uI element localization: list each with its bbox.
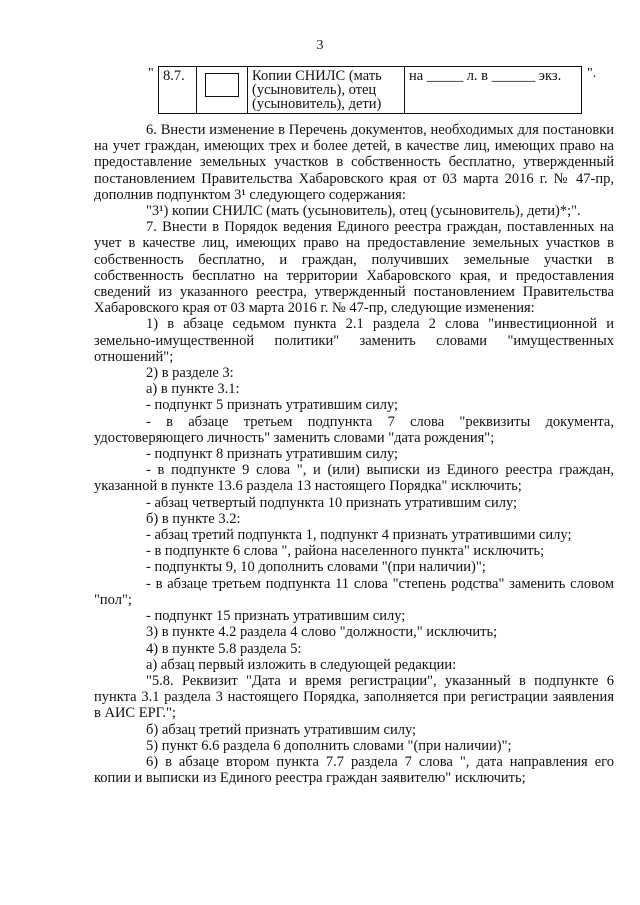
paragraph: - в абзаце третьем подпункта 11 слова "степень родства" заменить словом "пол"; — [94, 575, 614, 608]
paragraph: а) в пункте 3.1: — [146, 381, 240, 398]
table-row — [159, 67, 582, 114]
row-description: Копии СНИЛС (мать (усыновитель), отец (усыновитель), дети) — [248, 67, 405, 114]
paragraph: - абзац третий подпункта 1, подпункт 4 признать утратившими силу; — [146, 527, 572, 544]
paragraph: - подпункты 9, 10 дополнить словами "(при наличии)"; — [146, 559, 486, 576]
paragraph: а) абзац первый изложить в следующей редакции: — [146, 656, 457, 673]
paragraph: - в абзаце третьем подпункта 7 слова "реквизиты документа, удостоверяющего личность" заменить словами "дата рождения"; — [94, 413, 614, 446]
checkbox-cell — [197, 67, 248, 114]
paragraph: - подпункт 15 признать утратившим силу; — [146, 608, 406, 625]
paragraph: "3¹) копии СНИЛС (мать (усыновитель), отец (усыновитель), дети)*;". — [146, 203, 581, 220]
paragraph: - в подпункте 9 слова ", и (или) выписки из Единого реестра граждан, указанной в пункте 13.6 раздела 13 настоящего Порядка" исключить; — [94, 462, 614, 495]
paragraph: 6) в абзаце втором пункта 7.7 раздела 7 слова ", дата направления его копии и выписки из Единого реестра граждан заявителю" исключить; — [94, 753, 614, 787]
paragraph: 4) в пункте 5.8 раздела 5: — [146, 640, 302, 657]
empty-checkbox — [205, 73, 239, 97]
paragraph: - абзац четвертый подпункта 10 признать утратившим силу; — [146, 494, 518, 511]
paragraph: - в подпункте 6 слова ", района населенного пункта" исключить; — [146, 543, 545, 560]
paragraph: 7. Внести в Порядок ведения Единого реестра граждан, поставленных на учет в качестве лиц, имеющих право на предоставление земельных участков в собственность бесплатно, и граждан, получивших земельные участки в собственность бесплатно на территории Хабаровского края, и предоставления сведений из указанного реестра, утвержденный постановлением Правительства Хабаровского края от 03 марта 2016 г. № 47-пр, следующие изменения: — [94, 219, 614, 317]
table-close-quote: ". — [587, 66, 597, 81]
document-body — [94, 122, 614, 786]
paragraph: 5) пункт 6.6 раздела 6 дополнить словами "(при наличии)"; — [146, 737, 512, 754]
row-quantity: на _____ л. в ______ экз. — [405, 67, 582, 114]
paragraph: б) в пункте 3.2: — [146, 510, 241, 527]
paragraph: - подпункт 5 признать утратившим силу; — [146, 397, 399, 414]
paragraph: 3) в пункте 4.2 раздела 4 слово "должности," исключить; — [146, 624, 498, 641]
page-number: 3 — [316, 38, 324, 53]
paragraph: 1) в абзаце седьмом пункта 2.1 раздела 2 слова "инвестиционной и земельно-имущественной политики" заменить словами "имущественных отношений"; — [94, 316, 614, 365]
table-open-quote: " — [148, 66, 154, 81]
row-number: 8.7. — [159, 67, 197, 114]
paragraph: 6. Внести изменение в Перечень документов, необходимых для постановки на учет граждан, имеющих трех и более детей, в качестве лиц, имеющих право на предоставление земельных участков в собственность бесплатно, утвержденный постановлением Правительства Хабаровского края от 03 марта 2016 г. № 47-пр, дополнив подпунктом 3¹ следующего содержания: — [94, 122, 614, 203]
paragraph: "5.8. Реквизит "Дата и время регистрации", указанный в подпункте 6 пункта 3.1 раздела 3 настоящего Порядка, заполняется при регистрации заявления в АИС ЕРГ."; — [94, 672, 614, 722]
paragraph: - подпункт 8 признать утратившим силу; — [146, 446, 399, 463]
paragraph: б) абзац третий признать утратившим силу; — [146, 721, 417, 738]
documents-table-excerpt — [158, 66, 582, 114]
paragraph: 2) в разделе 3: — [146, 365, 234, 382]
